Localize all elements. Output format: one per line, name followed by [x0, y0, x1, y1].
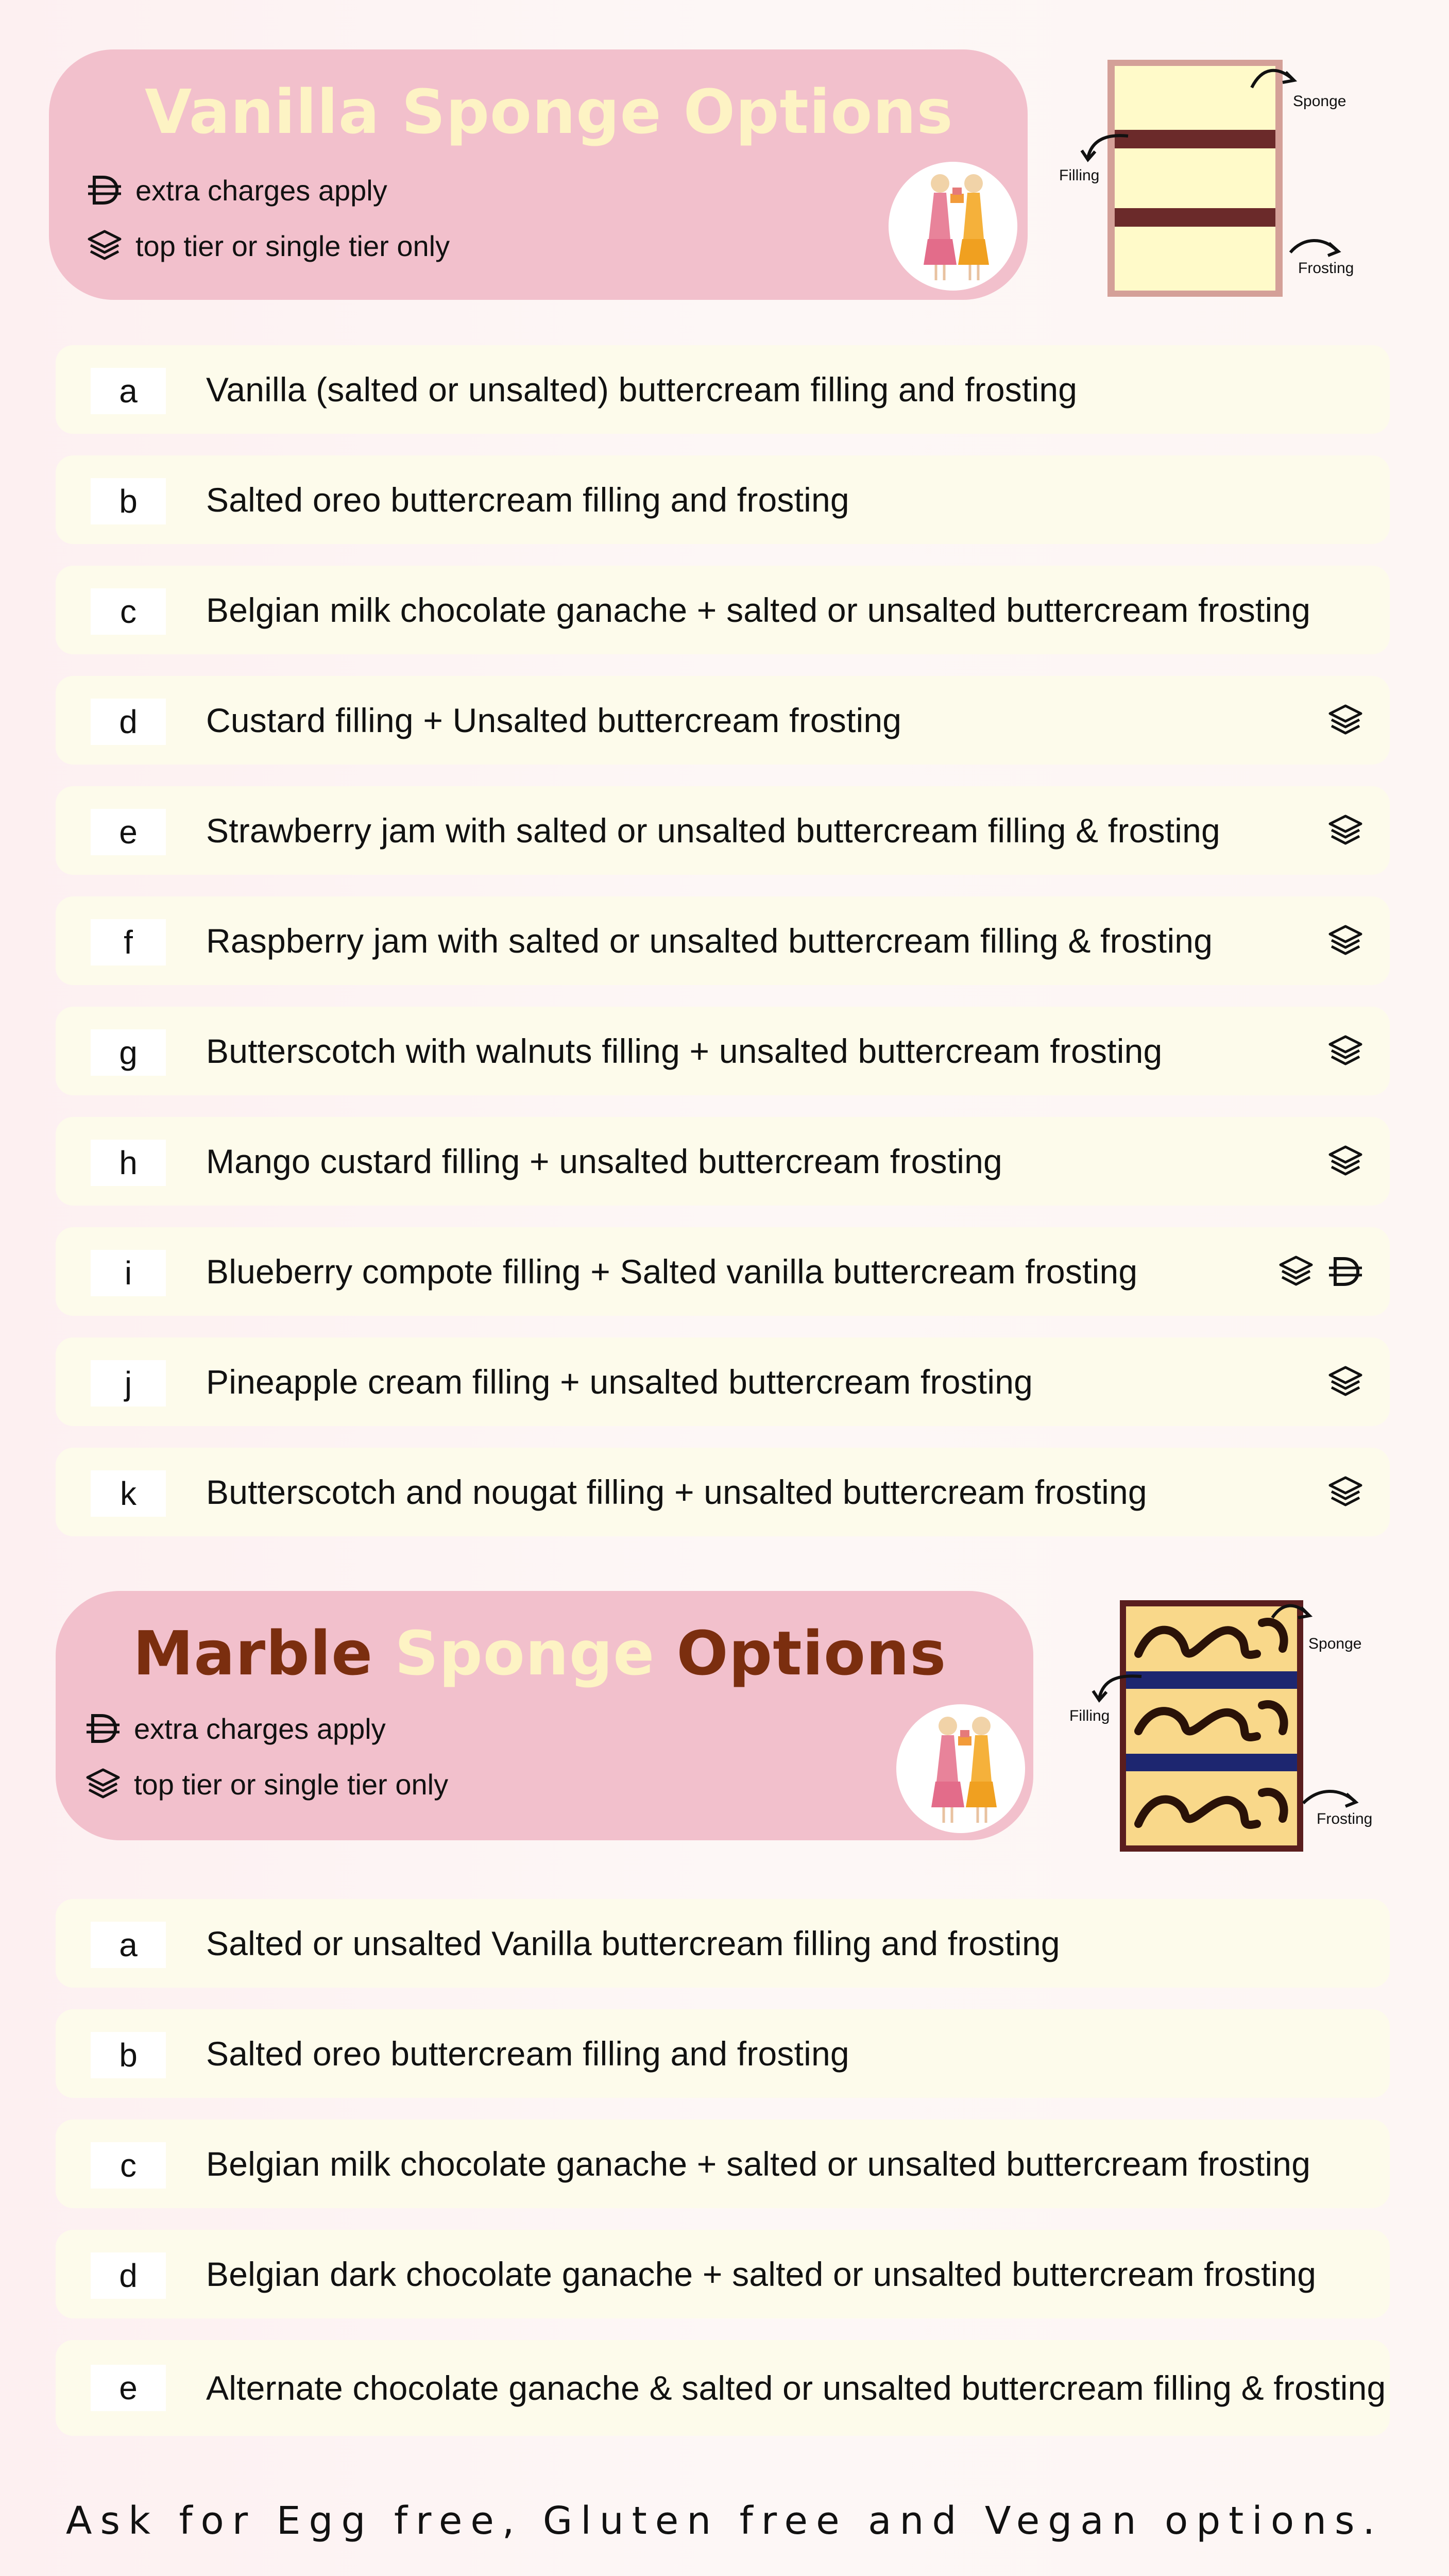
ladies-with-cake-illustration [889, 162, 1017, 291]
option-row [56, 566, 1390, 654]
dirham-currency-icon [1326, 1252, 1365, 1291]
option-letter: h [91, 1140, 166, 1186]
option-letter: i [91, 1250, 166, 1296]
option-row [56, 1448, 1390, 1536]
option-letter: g [91, 1029, 166, 1076]
vanilla-title-word-1: Vanilla [145, 76, 380, 147]
option-row [56, 1899, 1390, 1988]
marble-title-word-1: Marble [133, 1618, 373, 1689]
option-description: Raspberry jam with salted or unsalted buttercream filling & frosting [206, 922, 1213, 960]
option-letter: b [91, 2032, 166, 2078]
vanilla-title-word-3: Options [683, 76, 953, 147]
vanilla-title [145, 76, 953, 147]
option-description: Blueberry compote filling + Salted vanilla buttercream frosting [206, 1252, 1138, 1291]
option-letter: a [91, 368, 166, 414]
option-badges [1276, 1227, 1365, 1316]
option-row [56, 1227, 1390, 1316]
option-letter: a [91, 1922, 166, 1968]
legend-tier-only-label: top tier or single tier only [134, 1768, 449, 1801]
option-description: Belgian milk chocolate ganache + salted or unsalted buttercream frosting [206, 591, 1311, 629]
option-badges [1326, 1337, 1365, 1426]
option-badges [1326, 896, 1365, 985]
option-row [56, 2120, 1390, 2208]
marble-title-word-3: Options [676, 1618, 947, 1689]
option-description: Custard filling + Unsalted buttercream frosting [206, 701, 902, 739]
marble-title [133, 1618, 947, 1689]
diagram-filling-label: Filling [1069, 1707, 1110, 1724]
vanilla-legend-tier [85, 228, 450, 264]
layers-stack-icon [1326, 811, 1365, 850]
diagram-frosting-label: Frosting [1317, 1810, 1373, 1827]
option-letter: j [91, 1360, 166, 1406]
option-row [56, 1337, 1390, 1426]
marble-cake-cross-section-diagram [1066, 1597, 1401, 1865]
marble-title-word-2: Sponge [395, 1618, 655, 1689]
option-badges [1326, 1117, 1365, 1206]
option-letter: f [91, 919, 166, 965]
option-description: Salted oreo buttercream filling and frosting [206, 2035, 849, 2073]
layers-stack-icon [1326, 921, 1365, 960]
option-letter: c [91, 2142, 166, 2189]
option-row [56, 2009, 1390, 2098]
option-row [56, 786, 1390, 875]
layers-stack-icon [1326, 1142, 1365, 1181]
vanilla-cake-cross-section-diagram [1056, 57, 1391, 304]
marble-banner [56, 1591, 1033, 1840]
option-description: Salted or unsalted Vanilla buttercream filling and frosting [206, 1924, 1060, 1962]
option-description: Belgian milk chocolate ganache + salted or unsalted buttercream frosting [206, 2145, 1311, 2183]
option-letter: d [91, 699, 166, 745]
option-letter: k [91, 1470, 166, 1517]
option-letter: e [91, 809, 166, 855]
option-description: Alternate chocolate ganache & salted or unsalted buttercream filling & frosting [206, 2369, 1386, 2407]
legend-extra-charges-label: extra charges apply [135, 174, 387, 207]
option-row [56, 2340, 1390, 2436]
layers-stack-icon [1276, 1252, 1316, 1291]
diagram-sponge-label: Sponge [1308, 1635, 1362, 1652]
dirham-currency-icon [83, 1710, 123, 1747]
option-letter: b [91, 478, 166, 524]
option-description: Vanilla (salted or unsalted) buttercream filling and frosting [206, 370, 1078, 409]
dirham-currency-icon [85, 172, 124, 208]
vanilla-banner [49, 49, 1028, 300]
vanilla-title-word-2: Sponge [401, 76, 662, 147]
vanilla-legend-extra [85, 172, 387, 208]
option-row [56, 896, 1390, 985]
option-row [56, 676, 1390, 765]
marble-legend-extra [83, 1710, 386, 1747]
option-description: Belgian dark chocolate ganache + salted or unsalted buttercream frosting [206, 2255, 1317, 2293]
layers-stack-icon [1326, 1362, 1365, 1401]
legend-tier-only-label: top tier or single tier only [135, 229, 450, 262]
layers-stack-icon [85, 228, 124, 264]
legend-extra-charges-label: extra charges apply [134, 1712, 386, 1745]
option-badges [1326, 676, 1365, 765]
footer-note: Ask for Egg free, Gluten free and Vegan options. [65, 2499, 1384, 2543]
layers-stack-icon [1326, 1472, 1365, 1512]
diagram-frosting-label: Frosting [1298, 260, 1354, 277]
option-letter: d [91, 2252, 166, 2299]
layers-stack-icon [1326, 1031, 1365, 1071]
option-badges [1326, 1448, 1365, 1536]
ladies-with-cake-illustration [896, 1704, 1025, 1833]
option-row [56, 1117, 1390, 1206]
marble-legend-tier [83, 1766, 448, 1802]
option-row [56, 345, 1390, 434]
option-letter: e [91, 2365, 166, 2411]
layers-stack-icon [1326, 701, 1365, 740]
option-description: Pineapple cream filling + unsalted buttercream frosting [206, 1363, 1033, 1401]
option-description: Butterscotch with walnuts filling + unsalted buttercream frosting [206, 1032, 1163, 1070]
option-description: Salted oreo buttercream filling and frosting [206, 481, 849, 519]
option-row [56, 455, 1390, 544]
option-description: Butterscotch and nougat filling + unsalted buttercream frosting [206, 1473, 1147, 1511]
option-badges [1326, 786, 1365, 875]
option-badges [1326, 1007, 1365, 1095]
option-row [56, 2230, 1390, 2318]
option-description: Mango custard filling + unsalted buttercream frosting [206, 1142, 1002, 1180]
diagram-filling-label: Filling [1059, 167, 1100, 184]
diagram-sponge-label: Sponge [1293, 93, 1346, 110]
layers-stack-icon [83, 1766, 123, 1802]
option-row [56, 1007, 1390, 1095]
option-letter: c [91, 588, 166, 635]
option-description: Strawberry jam with salted or unsalted buttercream filling & frosting [206, 811, 1220, 850]
